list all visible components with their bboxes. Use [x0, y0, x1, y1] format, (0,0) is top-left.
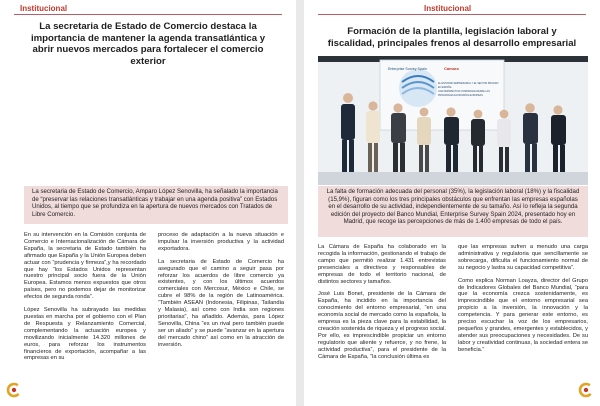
- screen-line: EL ENTORNO EMPRESARIAL Y EL SECTOR PRIVADO: [438, 82, 499, 85]
- body-column-1: [318, 244, 446, 367]
- lead-paragraph: La secretaria de Estado de Comercio, Amparo López Senovilla, ha señalado la importancia de “preservar las relaciones transatlánticas y trabajar en una agenda positiva” con Estados Unidos, al tiempo que se profundiza en la apertura de nuevos mercados con Tratados de Libre Comercio.: [24, 186, 288, 224]
- screen-line: EN ESPAÑA: [438, 86, 452, 89]
- screen-line: UNA PERSPECTIVA COMPARADA DESDE LAS: [438, 90, 490, 93]
- article-headline: La secretaria de Estado de Comercio destaca la importancia de mantener la agenda transatlántica y abrir nuevos mercados para fortalecer el comercio exterior: [30, 21, 266, 67]
- screen-brand: Cámara: [444, 66, 459, 71]
- body-paragraph: Como explica Norman Loayza, director del Grupo de Indicadores Globales del Banco Mundial, “para que la economía crezca sostenidamente, es imprescindible que el entorno empresarial sea propicio a la inversión, la innovación y la competencia. Y para generar este entorno, es preciso escuchar la voz de los empresarios, pequeños y grandes, emergentes y establecidos, y atender sus preocupaciones y necesidades. De su labor y creatividad continuas, la sociedad entera se beneficia.”: [458, 277, 588, 353]
- lead-paragraph: La falta de formación adecuada del personal (35%), la legislación laboral (18%) y la fiscalidad (15,9%), figuran como los tres principales obstáculos que enfrentan las empresas españolas en el desarrollo de su actividad, independientemente de su tamaño. Así lo refleja la segunda edición del proyecto del Banco Mundial, Enterprise Survey Spain 2024, presentado hoy en Madrid, que recoge las percepciones de más de 1.400 empresas de todo el país.: [318, 186, 588, 237]
- article-headline: Formación de la plantilla, legislación laboral y fiscalidad, principales frenos al desarrollo empresarial: [327, 26, 577, 49]
- camara-logo-icon: [578, 382, 594, 398]
- header-rule: [318, 14, 586, 15]
- section-label: Institucional: [424, 4, 472, 13]
- body-paragraph: proceso de adaptación a la nueva situación e impulsar la inversión productiva y la actividad exportadora.: [158, 232, 284, 252]
- body-paragraph: En su intervención en la Comisión conjunta de Comercio e Internacionalización de Cámara de España, la secretaria de Estado también ha afirmado que España y la Unión Europea deben actuar con “prudencia y firmeza”,y ha recordado que hay “los Estados Unidos representan nuestro principal socio fuera de la Unión Europea. Estamos menos expuestos que otros países, pero no podemos dejar de monitorizar efectos de segunda ronda”.: [24, 232, 146, 301]
- group-photo: [318, 56, 588, 185]
- body-paragraph: que las empresas sufren a menudo una carga administrativa y regulatoria que sencillamente se sobrecarga, dificulta el funcionamiento normal de su negocio y lastra su capacidad competitiva”.: [458, 244, 588, 271]
- body-column-2: [458, 244, 588, 360]
- header-rule: [14, 14, 282, 15]
- body-paragraph: La Cámara de España ha colaborado en la recogida la información, gestionando el trabajo de campo que permitió realizar 1.431 entrevistas presenciales a directivos y responsables de empresas de todo el territorio nacional, de distintos sectores y tamaños.: [318, 244, 446, 285]
- body-column-1: [24, 232, 146, 368]
- body-paragraph: José Luis Bonet, presidente de la Cámara de España, ha incidido en la importancia del conocimiento del entorno empresarial, “en una economía social de mercado como la española, la empresa es la pieza clave para la estabilidad, la creación sostenida de riqueza y el progreso social. Por ello, es imprescindible propiciar un entorno regulatorio que aliente y refuerce, y no frene, la actividad productiva”, para el presidente de la Cámara de España, “la conclusión última es: [318, 291, 446, 360]
- screen-title: Enterprise Survey Spain: [388, 67, 427, 71]
- camara-logo-icon: [6, 382, 22, 398]
- body-paragraph: La secretaria de Estado de Comercio ha asegurado que el camino a seguir pasa por reforzar los acuerdos de libre comercio ya existentes, y con los últimos acuerdos comerciales con Mercosur, México e Chile, se cubre el 98% de la región de Latinoamérica. “También ASEAN (Indonesia, Filipinas, Tailandia y Malasia), así como con India son regiones prioritarias”, ha añadido. Además, para López Senovilla, China “es un rival pero también puede ser un aliado” y se puede “avanzar en la apertura del mercado chino” así como en la atracción de inversión.: [158, 258, 284, 348]
- screen-line: PRINCIPALES ECONOMÍAS EUROPEAS: [438, 94, 483, 97]
- left-page: [0, 0, 296, 406]
- body-paragraph: López Senovilla ha subrayado las medidas puestas en marcha por el gobierno con el Plan de Respuesta y Relanzamiento Comercial, complementando la actuación europea y movilizando inicialmente 14.320 millones de euros, para reforzar los instrumentos financieros de exportación, acompañar a las empresas en su: [24, 307, 146, 362]
- section-label: Institucional: [20, 4, 68, 13]
- right-page: [304, 0, 600, 406]
- body-column-2: [158, 232, 284, 355]
